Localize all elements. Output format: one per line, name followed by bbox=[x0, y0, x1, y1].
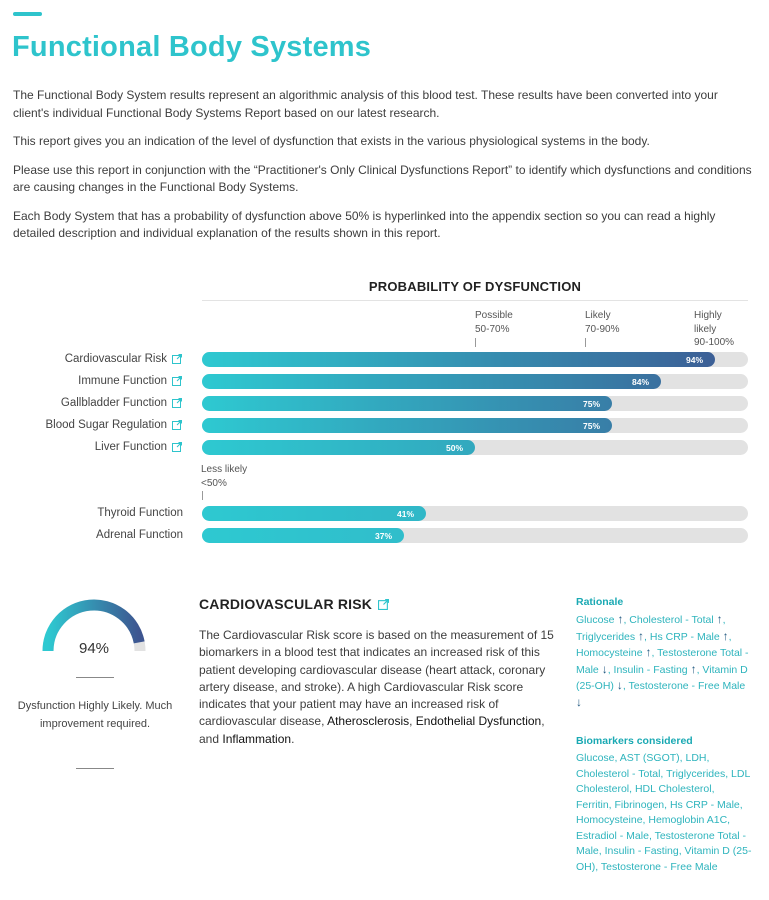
arrow-down-icon: ↓ bbox=[576, 694, 582, 709]
description-text: The Cardiovascular Risk score is based on the measurement of 15 biomarkers in a blood test that indicates an increased risk of this patient developing cardiovascular disease (heart attack, coronary artery disease, and stroke). A high Cardiovascular Risk score indicates that your patient may have an increased risk of cardiovascular disease, bbox=[199, 628, 554, 729]
rationale-item: Hs CRP - Male bbox=[649, 630, 723, 643]
external-link-icon[interactable] bbox=[172, 442, 182, 452]
external-link-icon[interactable] bbox=[378, 599, 389, 610]
system-title-text: CARDIOVASCULAR RISK bbox=[199, 596, 373, 612]
threshold-range: <50% bbox=[201, 477, 227, 489]
arrow-up-icon: ↑ bbox=[617, 612, 624, 626]
rationale-item: Glucose bbox=[576, 614, 618, 626]
bar-fill-adrenal-function bbox=[202, 528, 404, 543]
bar-label-text: Gallbladder Function bbox=[60, 397, 167, 409]
threshold-highly-likely bbox=[694, 309, 734, 350]
rationale-list: Glucose ↑, Cholesterol - Total ↑, Triglycerides ↑, Hs CRP - Male ↑, Homocysteine ↑, Testosterone Total - Male ↓, Insulin - Fasting ↑, Vitamin D (25-OH) ↓, Testosterone - Free Male ↓ bbox=[576, 612, 749, 709]
bar-label-text: Cardiovascular Risk bbox=[64, 353, 167, 365]
threshold-tick bbox=[475, 338, 476, 347]
bar-fill-cardiovascular-risk bbox=[202, 352, 715, 367]
bar-label-text: Adrenal Function bbox=[96, 529, 183, 541]
rationale-item: Testosterone Total - Male bbox=[576, 647, 749, 676]
threshold-tick bbox=[202, 491, 203, 500]
bar-label-text: Liver Function bbox=[94, 441, 167, 453]
separator: , bbox=[409, 714, 413, 729]
threshold-label: Possible bbox=[475, 310, 513, 321]
condition-endothelial-dysfunction: Endothelial Dysfunction bbox=[415, 714, 542, 729]
chart-divider bbox=[202, 300, 748, 301]
chart-title: PROBABILITY OF DYSFUNCTION bbox=[368, 279, 582, 294]
bar-track bbox=[202, 396, 748, 411]
condition-inflammation: Inflammation bbox=[222, 731, 292, 746]
divider bbox=[76, 768, 114, 769]
bar-label-blood-sugar-regulation[interactable] bbox=[46, 419, 182, 431]
separator: , and bbox=[199, 714, 545, 746]
intro-paragraph: Please use this report in conjunction with the “Practitioner's Only Clinical Dysfunctions Report” to identify which dysfunctions and conditions are causing changes in the Functional Body Systems. bbox=[13, 162, 752, 194]
threshold-label: Highly bbox=[694, 310, 722, 321]
intro-text bbox=[13, 87, 753, 254]
title-accent-bar bbox=[13, 12, 42, 16]
bar-track bbox=[202, 506, 748, 521]
threshold-tick bbox=[585, 338, 586, 347]
gauge-value: 94% bbox=[78, 640, 110, 657]
arrow-up-icon: ↑ bbox=[638, 628, 645, 643]
arrow-down-icon: ↓ bbox=[601, 661, 608, 676]
bar-value-label: 94% bbox=[685, 354, 703, 365]
bar-fill-immune-function bbox=[202, 374, 661, 389]
system-title[interactable] bbox=[199, 596, 389, 612]
divider bbox=[76, 677, 114, 678]
bar-label-text: Blood Sugar Regulation bbox=[45, 419, 167, 431]
page-title: Functional Body Systems bbox=[12, 31, 372, 63]
biomarkers-list: Glucose, AST (SGOT), LDH, Cholesterol - Total, Triglycerides, LDL Cholesterol, HDL Cholesterol, Ferritin, Fibrinogen, Hs CRP - Male, Homocysteine, Hemoglobin A1C, Estradiol - Male, Testosterone Total - Male, Insulin - Fasting, Vitamin D (25-OH), Testosterone - Free Male bbox=[576, 752, 752, 873]
bar-fill-thyroid-function bbox=[202, 506, 426, 521]
bar-label-text: Thyroid Function bbox=[97, 507, 183, 519]
arrow-up-icon: ↑ bbox=[690, 661, 697, 676]
threshold-range: 50-70% bbox=[475, 323, 510, 335]
external-link-icon[interactable] bbox=[172, 354, 182, 364]
threshold-range: 90-100% bbox=[694, 337, 735, 348]
external-link-icon[interactable] bbox=[172, 398, 182, 408]
biomarkers-heading: Biomarkers considered bbox=[576, 735, 693, 747]
bar-value-label: 37% bbox=[374, 530, 392, 541]
bar-track bbox=[202, 440, 748, 455]
threshold-label: likely bbox=[694, 323, 717, 335]
bar-track bbox=[202, 418, 748, 433]
system-description bbox=[199, 627, 563, 748]
bar-label-thyroid-function bbox=[97, 507, 183, 519]
intro-paragraph: This report gives you an indication of the level of dysfunction that exists in the various physiological systems in the body. bbox=[13, 134, 650, 148]
rationale-item: Testosterone - Free Male bbox=[628, 680, 746, 692]
bar-value-label: 50% bbox=[445, 442, 463, 453]
bar-label-gallbladder-function[interactable] bbox=[61, 397, 182, 409]
rationale-item: Homocysteine bbox=[576, 647, 646, 659]
threshold-range: 70-90% bbox=[585, 323, 620, 335]
arrow-up-icon: ↑ bbox=[716, 612, 723, 626]
intro-paragraph: Each Body System that has a probability of dysfunction above 50% is hyperlinked into the appendix section so you can read a highly detailed description and individual explanation of the results shown in this report. bbox=[13, 208, 716, 240]
bar-label-immune-function[interactable] bbox=[78, 375, 182, 387]
bar-value-label: 75% bbox=[582, 420, 600, 431]
separator: . bbox=[291, 731, 295, 746]
bar-fill-liver-function bbox=[202, 440, 475, 455]
bar-label-text: Immune Function bbox=[78, 375, 167, 387]
arrow-up-icon: ↑ bbox=[722, 628, 729, 643]
bar-value-label: 84% bbox=[631, 376, 649, 387]
bar-label-liver-function[interactable] bbox=[95, 441, 182, 453]
threshold-possible bbox=[475, 309, 513, 336]
bar-track bbox=[202, 352, 748, 367]
bar-fill-gallbladder-function bbox=[202, 396, 612, 411]
bar-value-label: 41% bbox=[396, 508, 414, 519]
rationale-heading: Rationale bbox=[576, 596, 624, 608]
bar-label-adrenal-function bbox=[96, 529, 183, 541]
bar-fill-blood-sugar-regulation bbox=[202, 418, 612, 433]
arrow-down-icon: ↓ bbox=[616, 678, 623, 692]
threshold-label: Likely bbox=[585, 310, 611, 321]
threshold-less-likely bbox=[201, 463, 247, 490]
arrow-up-icon: ↑ bbox=[645, 645, 652, 659]
bar-track bbox=[202, 528, 748, 543]
external-link-icon[interactable] bbox=[172, 376, 182, 386]
intro-paragraph: The Functional Body System results represent an algorithmic analysis of this blood test. These results have been converted into your client's individual Functional Body Systems Report based on our latest research. bbox=[13, 88, 718, 120]
condition-atherosclerosis: Atherosclerosis bbox=[327, 714, 410, 729]
threshold-likely bbox=[585, 309, 619, 336]
rationale-item: Triglycerides bbox=[576, 630, 639, 643]
external-link-icon[interactable] bbox=[172, 420, 182, 430]
rationale-item: Vitamin D (25-OH) bbox=[576, 663, 748, 692]
rationale-item: Insulin - Fasting bbox=[613, 663, 691, 676]
bar-label-cardiovascular-risk[interactable] bbox=[65, 353, 182, 365]
rationale-item: Cholesterol - Total bbox=[629, 614, 717, 626]
gauge-description: Dysfunction Highly Likely. Much improvement required. bbox=[17, 700, 173, 730]
bar-track bbox=[202, 374, 748, 389]
bar-value-label: 75% bbox=[582, 398, 600, 409]
threshold-label: Less likely bbox=[201, 464, 248, 475]
